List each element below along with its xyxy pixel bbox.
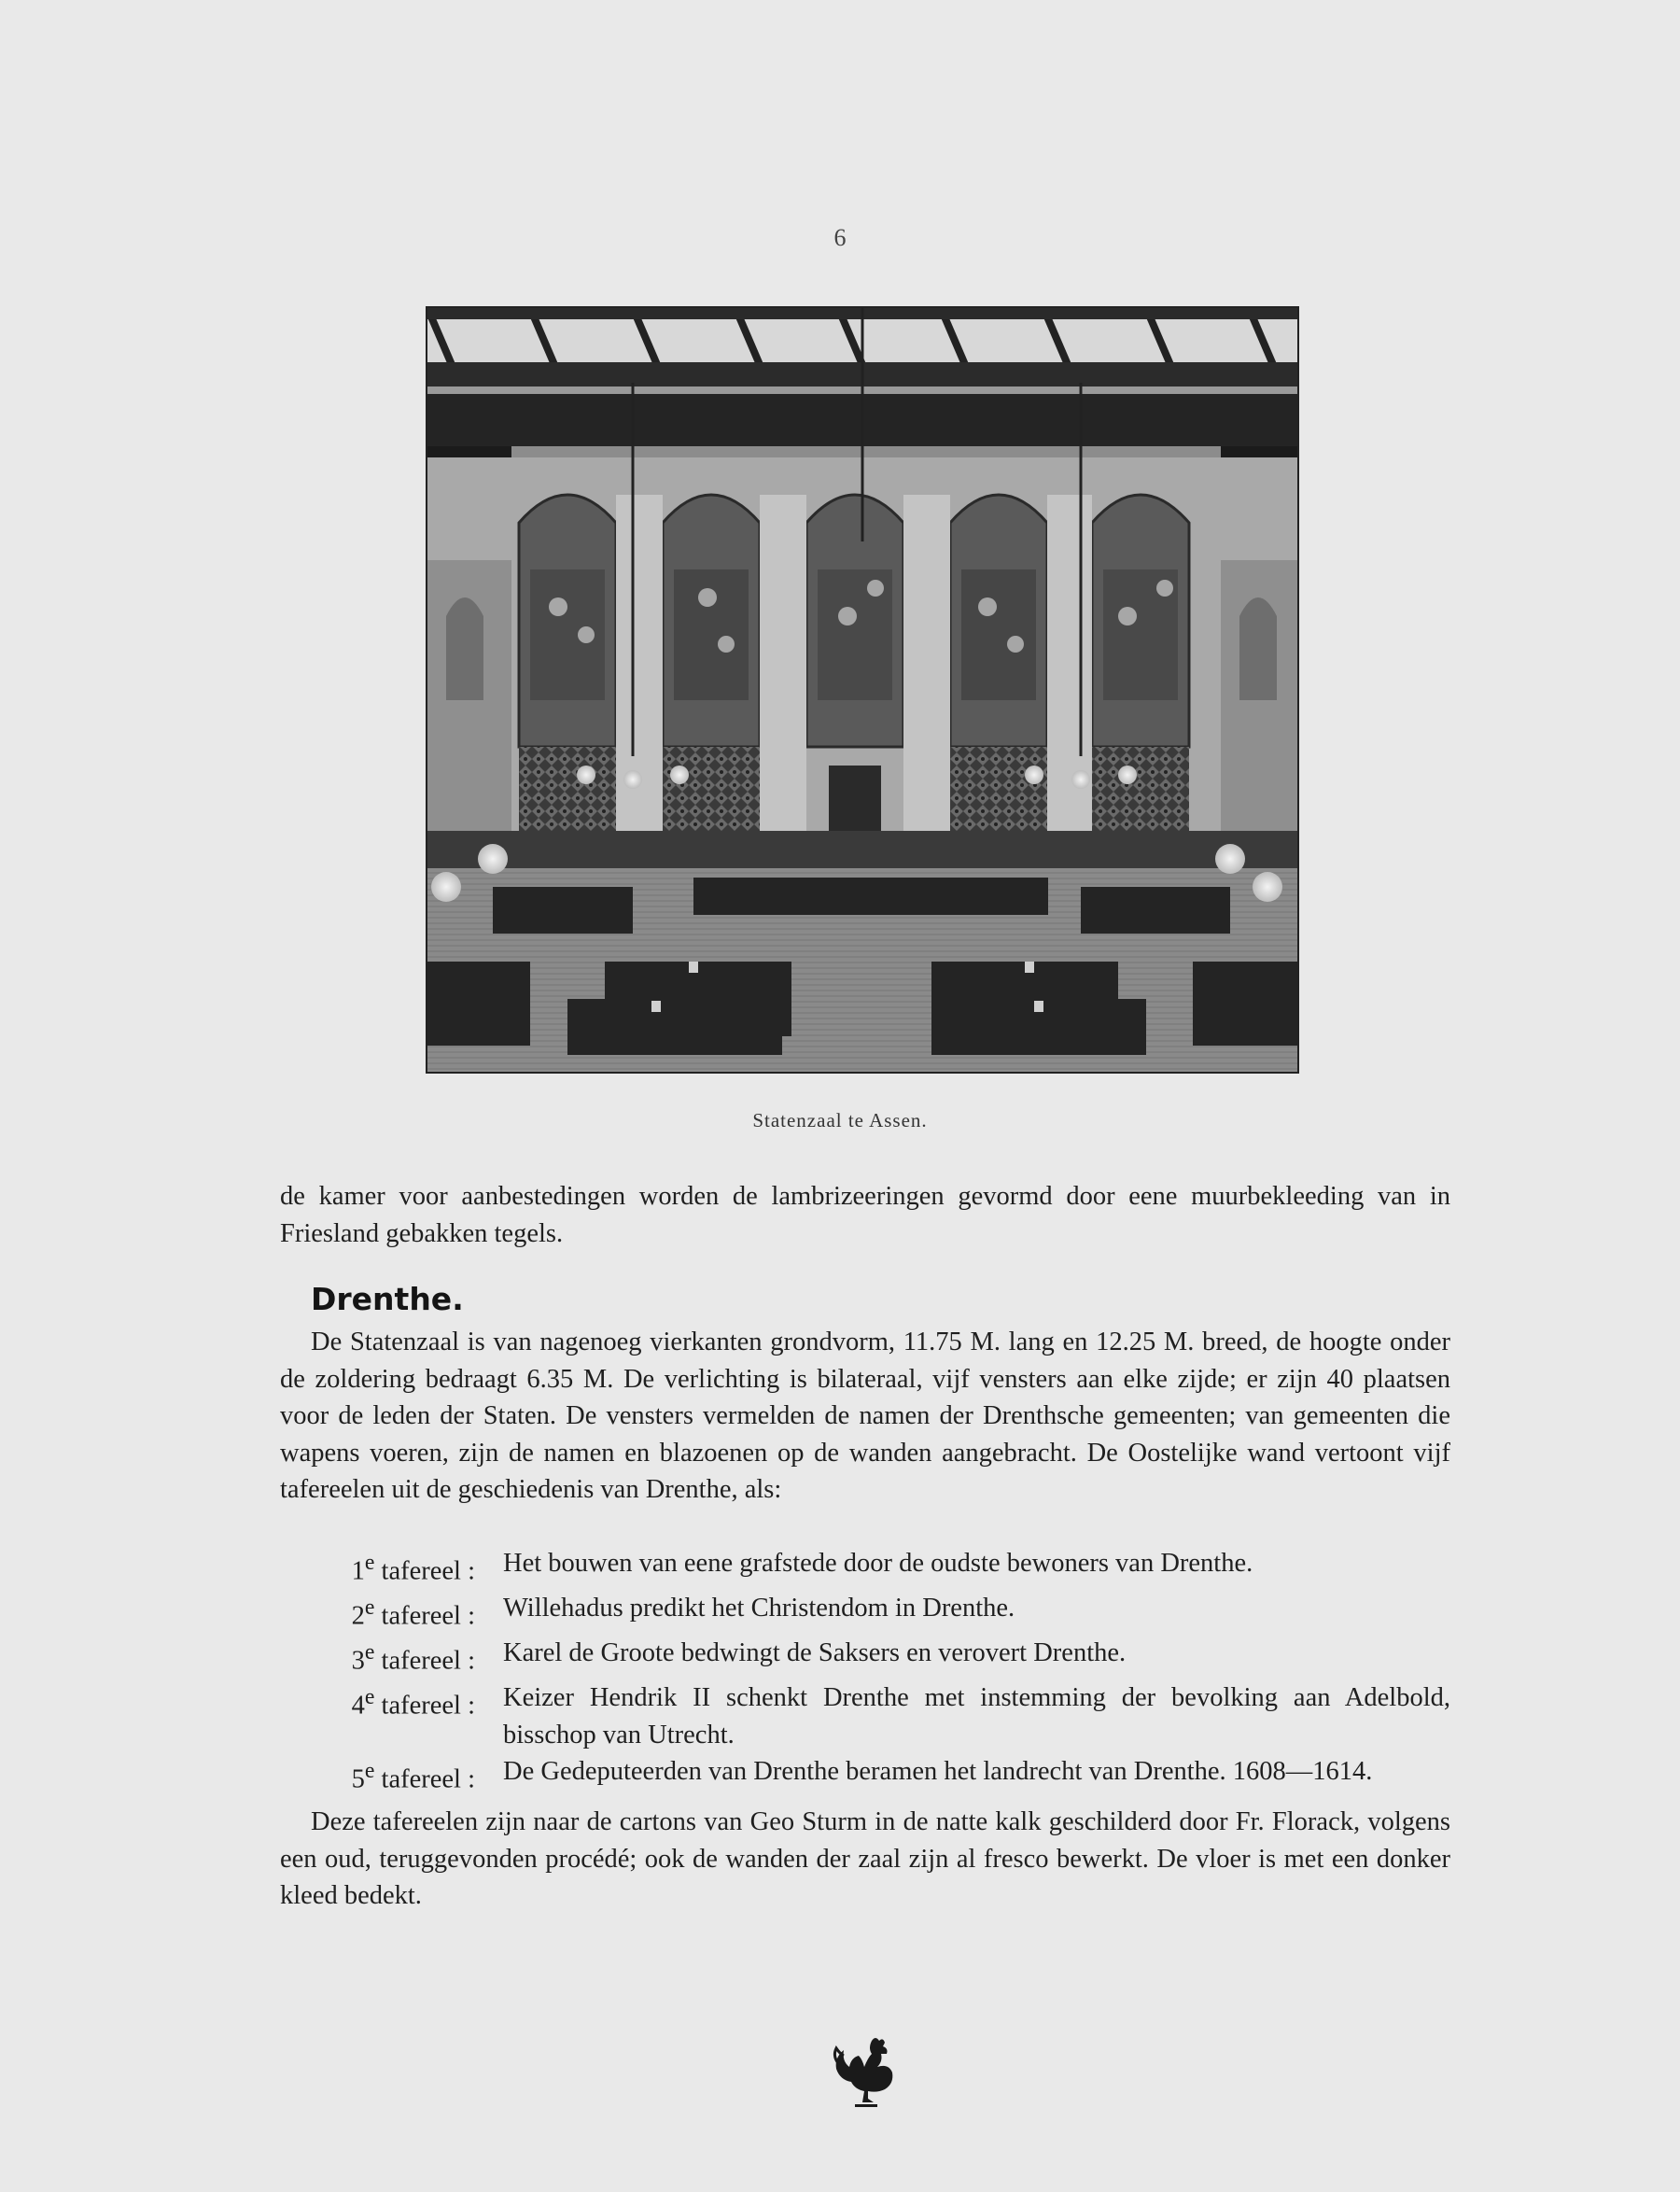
tableau-text: Willehadus predikt het Christendom in Drenthe. bbox=[503, 1594, 1015, 1623]
closing-text: Deze tafereelen zijn naar de cartons van Geo Sturm in de natte kalk geschilderd door Fr. Florack, volgens een oud, teruggevonden procédé; ook de wanden der zaal zijn al fresco bewerkt. De vloer is met een donker kleed bedekt. bbox=[280, 1807, 1450, 1910]
rooster-icon bbox=[831, 2035, 898, 2110]
tableau-ordinal: e bbox=[364, 1640, 375, 1665]
tableau-text: Het bouwen van eene grafstede door de oudste bewoners van Drenthe. bbox=[503, 1549, 1253, 1578]
tableaux-list bbox=[280, 1545, 1450, 1798]
closing-paragraph bbox=[280, 1804, 1450, 1915]
tableau-label: tafereel : bbox=[374, 1646, 475, 1676]
tableau-label: tafereel : bbox=[374, 1691, 475, 1721]
tableau-item bbox=[280, 1753, 1450, 1798]
tableau-ordinal: e bbox=[364, 1595, 375, 1620]
statenzaal-photograph bbox=[426, 306, 1299, 1074]
tableau-text: De Gedeputeerden van Drenthe beramen het landrecht van Drenthe. 1608—1614. bbox=[503, 1757, 1373, 1786]
tableau-label: tafereel : bbox=[374, 1601, 475, 1631]
tableau-text: Karel de Groote bedwingt de Saksers en verovert Drenthe. bbox=[503, 1638, 1127, 1667]
tableau-item bbox=[280, 1679, 1450, 1753]
tableau-item bbox=[280, 1635, 1450, 1679]
tableau-ordinal: e bbox=[364, 1551, 375, 1575]
tableau-item bbox=[280, 1590, 1450, 1635]
tableau-number: 1 bbox=[351, 1556, 365, 1586]
tableau-number: 4 bbox=[351, 1691, 365, 1721]
tableau-label: tafereel : bbox=[374, 1556, 475, 1586]
intro-paragraph bbox=[280, 1178, 1450, 1252]
tableau-item bbox=[280, 1545, 1450, 1590]
intro-text: de kamer voor aanbestedingen worden de lambrizeeringen gevormd door eene muurbekleeding van in Friesland gebakken tegels. bbox=[280, 1182, 1450, 1248]
tableau-text: Keizer Hendrik II schenkt Drenthe met instemming der bevolking aan Adelbold, bisschop van Utrecht. bbox=[503, 1683, 1450, 1749]
photo-caption: Statenzaal te Assen. bbox=[752, 1109, 928, 1131]
tableau-label: tafereel : bbox=[374, 1764, 475, 1794]
drenthe-text: De Statenzaal is van nagenoeg vierkanten grondvorm, 11.75 M. lang en 12.25 M. breed, de hoogte onder de zoldering bedraagt 6.35 M. De verlichting is bilateraal, vijf vensters aan elke zijde; er zijn 40 plaatsen voor de leden der Staten. De vensters vermelden de namen der Drenthsche gemeenten; van gemeenten die wapens voeren, zijn de namen en blazoenen op de wanden aangebracht. De Oostelijke wand vertoont vijf tafereelen uit de geschiedenis van Drenthe, als: bbox=[280, 1328, 1450, 1504]
tableau-number: 2 bbox=[351, 1601, 365, 1631]
tableau-number: 5 bbox=[351, 1764, 365, 1794]
tableau-number: 3 bbox=[351, 1646, 365, 1676]
tableau-ordinal: e bbox=[364, 1685, 375, 1709]
tableau-ordinal: e bbox=[364, 1759, 375, 1783]
drenthe-paragraph bbox=[280, 1324, 1450, 1509]
section-heading: Drenthe. bbox=[311, 1281, 464, 1317]
page-number: 6 bbox=[833, 224, 847, 251]
